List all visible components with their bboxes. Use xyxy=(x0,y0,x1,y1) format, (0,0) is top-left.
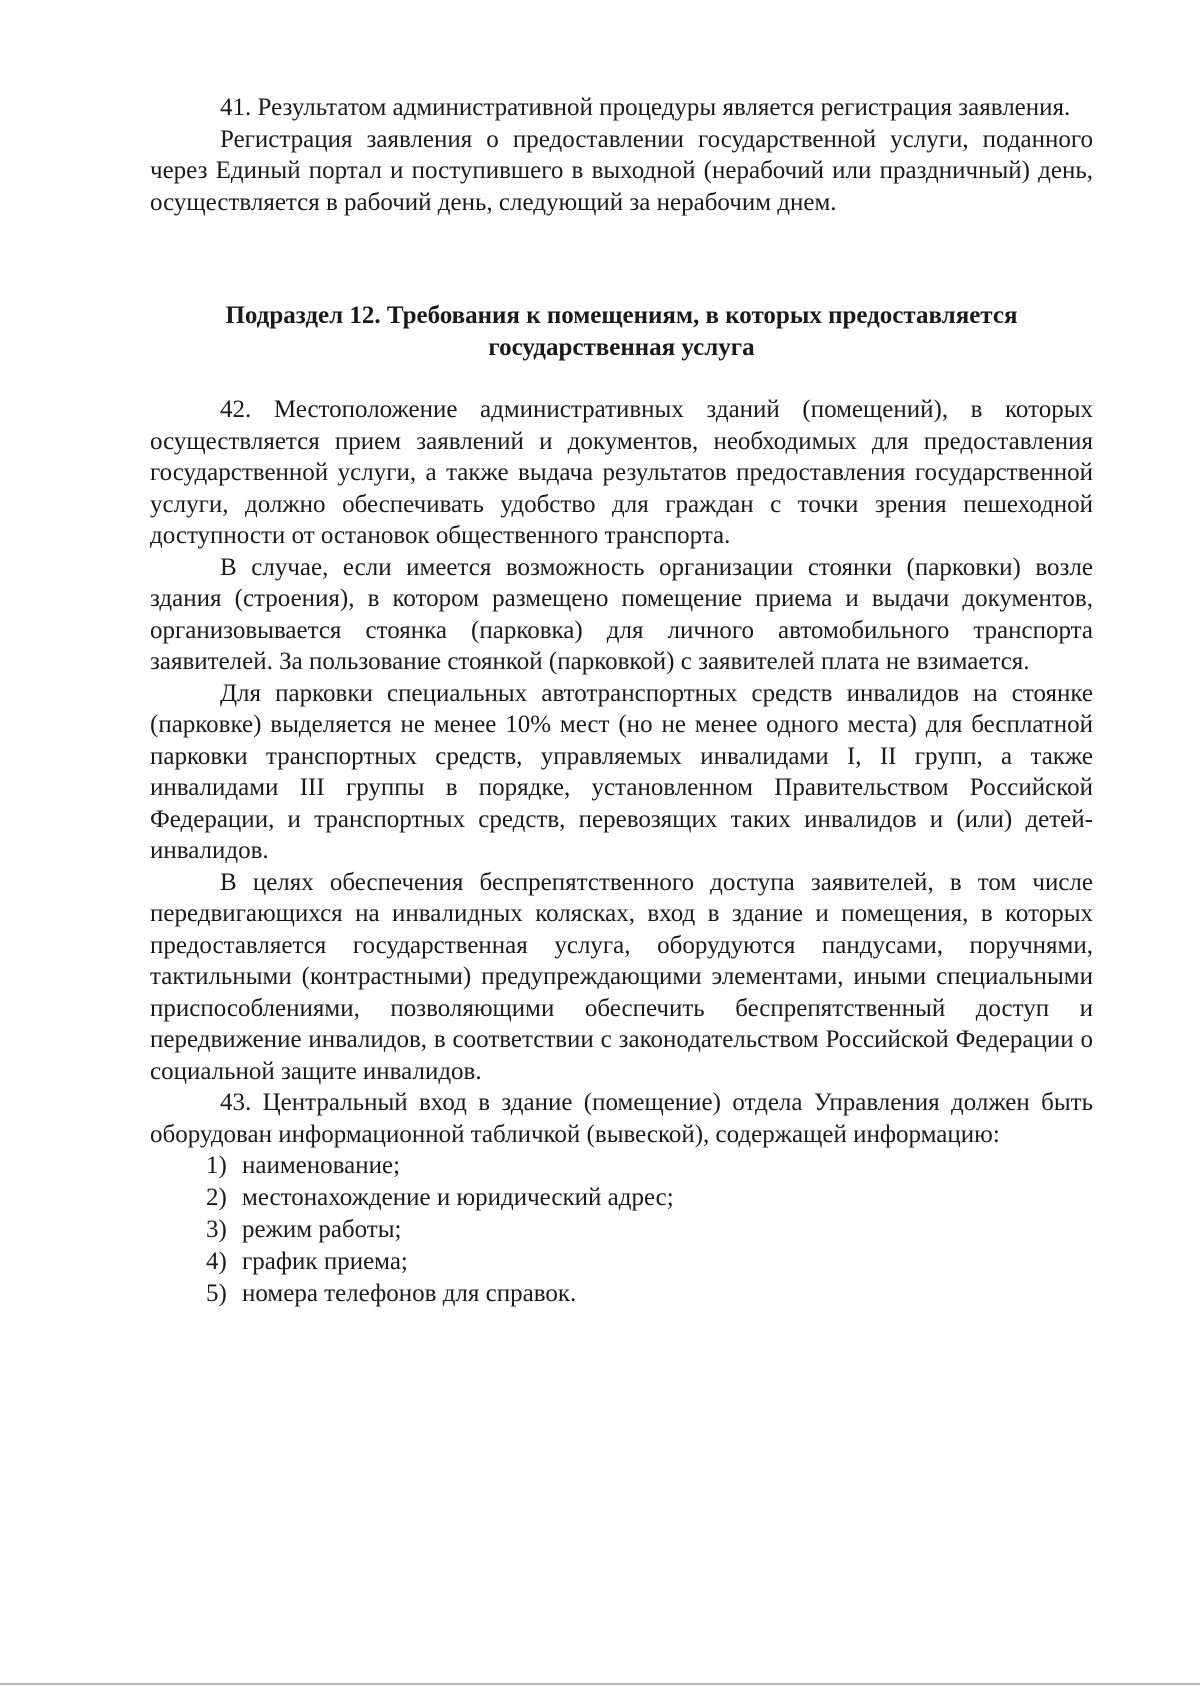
paragraph-disabled-parking: Для парковки специальных автотранспортных средств инвалидов на стоянке (парковке) выделяется не менее 10% мест (но не менее одного места) для бесплатной парковки транспортных средств, управляемых инвалидами I, II групп, а также инвалидами III группы в порядке, установленном Правительством Российской Федерации, и транспортных средств, перевозящих таких инвалидов и (или) детей-инвалидов. xyxy=(150,679,1093,864)
list-item-text: режим работы; xyxy=(242,1216,402,1243)
list-item-text: номера телефонов для справок. xyxy=(242,1280,577,1307)
list-item-text: местонахождение и юридический адрес; xyxy=(242,1184,674,1211)
list-item-number: 5) xyxy=(206,1280,227,1307)
list-item-number: 1) xyxy=(206,1152,227,1179)
list-item xyxy=(206,1246,1093,1278)
list-item xyxy=(206,1150,1093,1182)
list-item-text: график приема; xyxy=(242,1248,408,1275)
info-list xyxy=(150,1150,1093,1310)
list-item-number: 4) xyxy=(206,1248,227,1275)
paragraph-registration: Регистрация заявления о предоставлении государственной услуги, поданного через Единый портал и поступившего в выходной (нерабочий или праздничный) день, осуществляется в рабочий день, следующий за нерабочим днем. xyxy=(150,125,1093,216)
paragraph-42: 42. Местоположение административных зданий (помещений), в которых осуществляется прием заявлений и документов, необходимых для предоставления государственной услуги, а также выдача результатов предоставления государственной услуги, должно обеспечивать удобство для граждан с точки зрения пешеходной доступности от остановок общественного транспорта. xyxy=(150,396,1093,549)
paragraph-41: 41. Результатом административной процедуры является регистрация заявления. xyxy=(220,94,1071,121)
paragraph-accessibility: В целях обеспечения беспрепятственного доступа заявителей, в том числе передвигающихся на инвалидных колясках, вход в здание и помещения, в которых предоставляется государственная услуга, оборудуются пандусами, поручнями, тактильными (контрастными) предупреждающими элементами, иными специальными приспособлениями, позволяющими обеспечить беспрепятственный доступ и передвижение инвалидов, в соответствии с законодательством Российской Федерации о социальной защите инвалидов. xyxy=(150,868,1093,1085)
list-item-number: 3) xyxy=(206,1216,227,1243)
paragraph-parking: В случае, если имеется возможность организации стоянки (парковки) возле здания (строения), в котором размещено помещение приема и выдачи документов, организовывается стоянка (парковка) для личного автомобильного транспорта заявителей. За пользование стоянкой (парковкой) с заявителей плата не взимается. xyxy=(150,553,1093,675)
paragraph-43: 43. Центральный вход в здание (помещение) отдела Управления должен быть оборудован информационной табличкой (вывеской), содержащей информацию: xyxy=(150,1089,1093,1148)
list-item-text: наименование; xyxy=(242,1152,401,1179)
list-item xyxy=(206,1182,1093,1214)
list-item-number: 2) xyxy=(206,1184,227,1211)
list-item xyxy=(206,1278,1093,1310)
scan-bottom-edge xyxy=(0,1683,1200,1685)
document-page xyxy=(150,92,1093,1310)
list-item xyxy=(206,1214,1093,1246)
section-heading: Подраздел 12. Требования к помещениям, в которых предоставляется государственная услуга xyxy=(225,302,1018,361)
